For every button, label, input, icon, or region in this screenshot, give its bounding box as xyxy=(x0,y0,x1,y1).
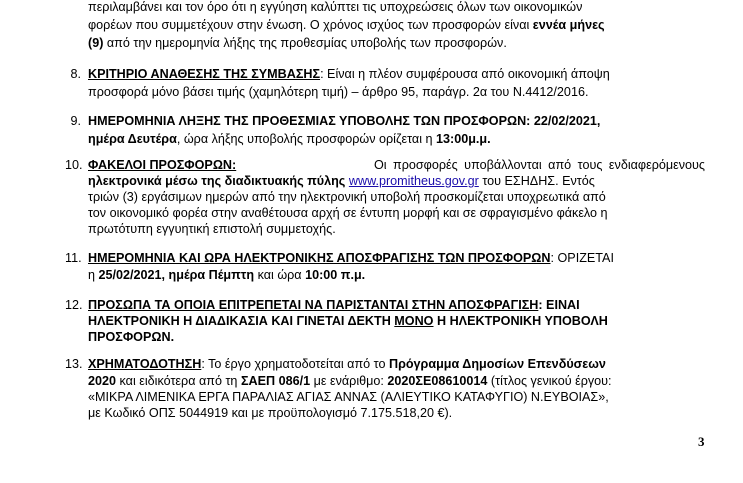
item-11-number: 11. xyxy=(65,251,82,265)
item-10-number: 10. xyxy=(65,158,83,172)
intro-line-2: φορέων που συμμετέχουν στην ένωση. Ο χρόνος ισχύος των προσφορών είναι εννέα μήνες xyxy=(88,18,605,32)
item-11-title: ΗΜΕΡΟΜΗΝΙΑ ΚΑΙ ΩΡΑ ΗΛΕΚΤΡΟΝΙΚΗΣ ΑΠΟΣΦΡΑΓΙΣΗΣ ΤΩΝ ΠΡΟΣΦΟΡΩΝ xyxy=(88,251,551,265)
item-10-line-4: τον οικονομικό φορέα στην αναθέτουσα αρχή σε έντυπη μορφή και σε σφραγισμένο φάκελο η xyxy=(88,206,608,220)
item-13-number: 13. xyxy=(65,357,83,371)
item-13-line-3: «ΜΙΚΡΑ ΛΙΜΕΝΙΚΑ ΕΡΓΑ ΠΑΡΑΛΙΑΣ ΑΓΙΑΣ ΑΝΝΑΣ (ΑΛΙΕΥΤΙΚΟ ΚΑΤΑΦΥΓΙΟ) Ν.ΕΥΒΟΙΑΣ», xyxy=(88,390,609,404)
item-12-number: 12. xyxy=(65,298,83,312)
item-13-line-4: με Κωδικό ΟΠΣ 5044919 και με προϋπολογισμό 7.175.518,20 €). xyxy=(88,406,453,420)
item-10-line-2: ηλεκτρονικά μέσω της διαδικτυακής πύλης www.promitheus.gov.gr του ΕΣΗΔΗΣ. Εντός xyxy=(88,174,595,188)
item-10-title: ΦΑΚΕΛΟΙ ΠΡΟΣΦΟΡΩΝ: xyxy=(88,158,237,172)
item-13-line-1: ΧΡΗΜΑΤΟΔΟΤΗΣΗ: Το έργο χρηματοδοτείται από το Πρόγραμμα Δημοσίων Επενδύσεων xyxy=(88,357,606,371)
item-12-line-1: ΠΡΟΣΩΠΑ ΤΑ ΟΠΟΙΑ ΕΠΙΤΡΕΠΕΤΑΙ ΝΑ ΠΑΡΙΣΤΑΝΤΑΙ ΣΤΗΝ ΑΠΟΣΦΡΑΓΙΣΗ: ΕΙΝΑΙ xyxy=(88,298,580,312)
item-12-title: ΠΡΟΣΩΠΑ ΤΑ ΟΠΟΙΑ ΕΠΙΤΡΕΠΕΤΑΙ ΝΑ ΠΑΡΙΣΤΑΝΤΑΙ ΣΤΗΝ ΑΠΟΣΦΡΑΓΙΣΗ xyxy=(88,298,539,312)
item-8-line-1: ΚΡΙΤΗΡΙΟ ΑΝΑΘΕΣΗΣ ΤΗΣ ΣΥΜΒΑΣΗΣ: Είναι η πλέον συμφέρουσα από οικονομική άποψη xyxy=(88,67,610,81)
item-9-line-2: ημέρα Δευτέρα, ώρα λήξης υποβολής προσφορών ορίζεται η 13:00μ.μ. xyxy=(88,132,491,146)
item-13-title: ΧΡΗΜΑΤΟΔΟΤΗΣΗ xyxy=(88,357,202,371)
intro-line-3: (9) από την ημερομηνία λήξης της προθεσμίας υποβολής των προσφορών. xyxy=(88,36,507,50)
intro-line-1: περιλαμβάνει και τον όρο ότι η εγγύηση καλύπτει τις υποχρεώσεις όλων των οικονομικών xyxy=(88,0,583,14)
item-10-line-5: πρωτότυπη εγγυητική επιστολή συμμετοχής. xyxy=(88,222,336,236)
item-9-number: 9. xyxy=(70,114,81,128)
item-8-line-2: προσφορά μόνο βάσει τιμής (χαμηλότερη τιμή) – άρθρο 95, παράγρ. 2α του Ν.4412/2016. xyxy=(88,85,589,99)
item-8-number: 8. xyxy=(70,67,81,81)
item-10-line-3: τριών (3) εργάσιμων ημερών από την ηλεκτρονική υποβολή προσκομίζεται υποχρεωτικά από xyxy=(88,190,606,204)
validity-duration: εννέα μήνες xyxy=(532,18,605,32)
item-9-title: ΗΜΕΡΟΜΗΝΙΑ ΛΗΞΗΣ ΤΗΣ ΠΡΟΘΕΣΜΙΑΣ ΥΠΟΒΟΛΗΣ ΤΩΝ ΠΡΟΣΦΟΡΩΝ: 22/02/2021, xyxy=(88,114,601,128)
page-number: 3 xyxy=(698,434,705,449)
item-9-line-1 xyxy=(88,113,600,129)
item-12-line-3: ΠΡΟΣΦΟΡΩΝ. xyxy=(88,330,175,344)
item-11-line-1: ΗΜΕΡΟΜΗΝΙΑ ΚΑΙ ΩΡΑ ΗΛΕΚΤΡΟΝΙΚΗΣ ΑΠΟΣΦΡΑΓΙΣΗΣ ΤΩΝ ΠΡΟΣΦΟΡΩΝ: ΟΡΙΖΕΤΑΙ xyxy=(88,251,614,265)
item-8-title: ΚΡΙΤΗΡΙΟ ΑΝΑΘΕΣΗΣ ΤΗΣ ΣΥΜΒΑΣΗΣ xyxy=(88,67,321,81)
item-11-line-2: η 25/02/2021, ημέρα Πέμπτη και ώρα 10:00 π.μ. xyxy=(88,268,366,282)
item-10-line-1: ΦΑΚΕΛΟΙ ΠΡΟΣΦΟΡΩΝ: Οι προσφορές υποβάλλονται από τους ενδιαφερόμενους xyxy=(88,158,705,172)
item-13-line-2: 2020 και ειδικότερα από τη ΣΑΕΠ 086/1 με ενάριθμο: 2020ΣΕ08610014 (τίτλος γενικού έργου: xyxy=(88,374,612,388)
item-12-line-2: ΗΛΕΚΤΡΟΝΙΚΗ Η ΔΙΑΔΙΚΑΣΙΑ ΚΑΙ ΓΙΝΕΤΑΙ ΔΕΚΤΗ ΜΟΝΟ Η ΗΛΕΚΤΡΟΝΙΚΗ ΥΠΟΒΟΛΗ xyxy=(88,314,608,328)
promitheus-link[interactable]: www.promitheus.gov.gr xyxy=(348,174,479,188)
